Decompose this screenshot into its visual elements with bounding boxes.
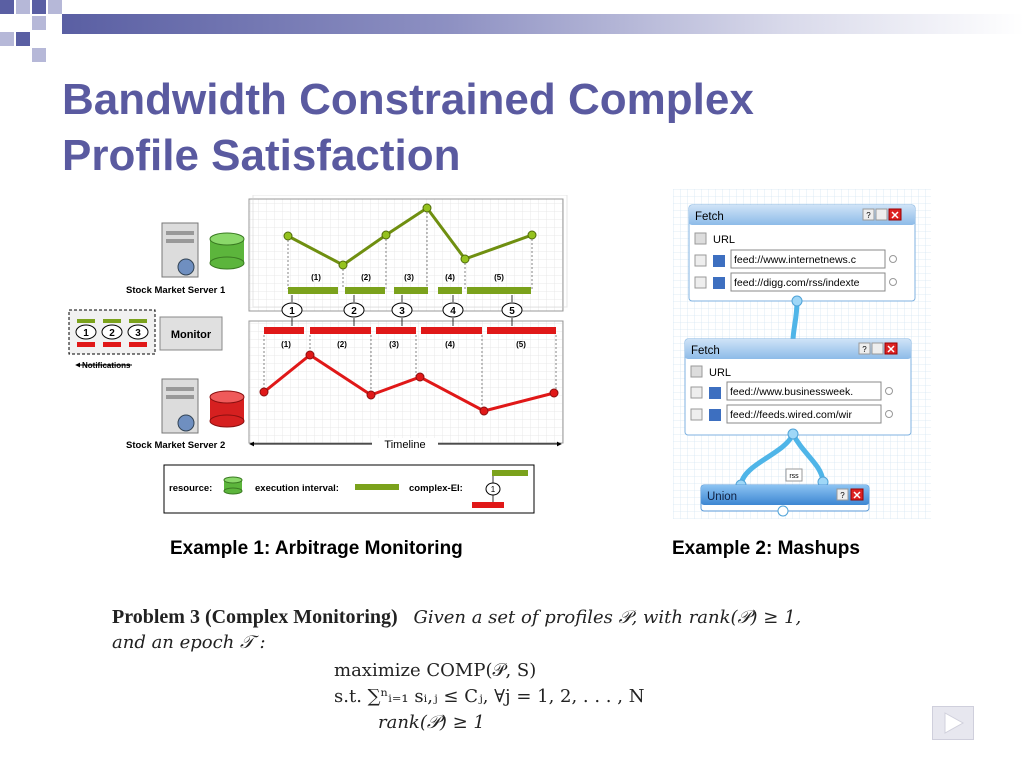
header-gradient-bar [62, 14, 1024, 34]
bottom-interval-1: (1) [281, 340, 291, 349]
top-interval-2: (2) [361, 273, 371, 282]
monitor-item-1: 1 [83, 328, 89, 339]
problem-statement-text-2: and an epoch 𝒯 : [112, 632, 266, 653]
fetch2-help-icon[interactable]: ? [862, 345, 867, 354]
monitor-item-3: 3 [135, 328, 141, 339]
notifications-box [69, 310, 155, 354]
problem-statement-text: Given a set of profiles 𝒫, with rank(𝒫) ≥ 1, [413, 607, 802, 628]
monitor-item-2: 2 [109, 328, 115, 339]
optimization-formulation [334, 658, 644, 736]
title-line-1: Bandwidth Constrained Complex [62, 75, 754, 124]
fetch2-window-controls[interactable] [859, 343, 897, 354]
server1-icon [162, 223, 198, 277]
fetch1-title: Fetch [695, 211, 724, 223]
title-line-2: Profile Satisfaction [62, 131, 461, 180]
play-arrow-icon [933, 707, 973, 739]
fetch-module-1[interactable] [689, 205, 915, 306]
fetch1-window-controls[interactable] [863, 209, 901, 220]
objective: maximize COMP(𝒫, S) [334, 660, 537, 681]
fetch2-feed-2[interactable]: feed://feeds.wired.com/wir [730, 409, 852, 421]
top-interval-4: (4) [445, 273, 455, 282]
fetch1-help-icon[interactable]: ? [866, 211, 871, 220]
complex-ei-3: 3 [399, 306, 405, 317]
legend-execution-interval: execution interval: [255, 483, 339, 494]
union-help-icon[interactable]: ? [840, 491, 845, 500]
bottom-interval-2: (2) [337, 340, 347, 349]
rss-label: rss [789, 473, 799, 480]
server1-grid [249, 199, 563, 311]
server2-icon [162, 379, 198, 433]
fetch1-feed-2[interactable]: feed://digg.com/rss/indexte [734, 277, 860, 289]
bottom-interval-3: (3) [389, 340, 399, 349]
complex-ei-5: 5 [509, 306, 515, 317]
caption-example-1: Example 1: Arbitrage Monitoring [170, 538, 463, 559]
fetch2-title: Fetch [691, 345, 720, 357]
server1-label: Stock Market Server 1 [126, 285, 226, 296]
legend-complex-ei: complex-EI: [409, 483, 463, 494]
bottom-interval-5: (5) [516, 340, 526, 349]
problem-heading: Problem 3 (Complex Monitoring) [112, 606, 398, 628]
next-slide-button[interactable] [932, 706, 974, 740]
top-interval-1: (1) [311, 273, 321, 282]
figure1-legend [164, 465, 534, 513]
resource-disk-green [210, 233, 244, 269]
rss-tag [786, 469, 802, 481]
arbitrage-monitoring-figure [66, 195, 572, 517]
slide-title [62, 72, 962, 184]
constraint: s.t. ∑ⁿᵢ₌₁ sᵢ,ⱼ ≤ Cⱼ, ∀j = 1, 2, . . . , N [334, 686, 645, 707]
union-title: Union [707, 491, 738, 503]
complex-ei-4: 4 [450, 306, 456, 317]
timeline-label: Timeline [384, 439, 426, 451]
fetch-module-2[interactable] [685, 339, 911, 439]
notifications-label: Notifications [82, 361, 131, 370]
problem-statement [112, 604, 932, 656]
server2-label: Stock Market Server 2 [126, 440, 226, 451]
fetch1-feed-1[interactable]: feed://www.internetnews.c [734, 254, 856, 266]
mashup-figure [673, 189, 931, 519]
caption-example-2: Example 2: Mashups [672, 538, 860, 559]
legend-resource: resource: [169, 483, 213, 494]
fetch1-url-label: URL [713, 234, 736, 246]
fetch2-feed-1[interactable]: feed://www.businessweek. [730, 386, 854, 398]
bottom-interval-4: (4) [445, 340, 455, 349]
top-interval-5: (5) [494, 273, 504, 282]
legend-complex-ei-number: 1 [490, 485, 496, 494]
top-interval-3: (3) [404, 273, 414, 282]
complex-ei-1: 1 [289, 306, 295, 317]
complex-ei-2: 2 [351, 306, 357, 317]
rank-constraint: rank(𝒫) ≥ 1 [378, 712, 485, 733]
monitor-box [160, 317, 222, 350]
monitor-label: Monitor [170, 329, 212, 341]
resource-disk-red [210, 391, 244, 427]
fetch2-url-label: URL [709, 367, 732, 379]
